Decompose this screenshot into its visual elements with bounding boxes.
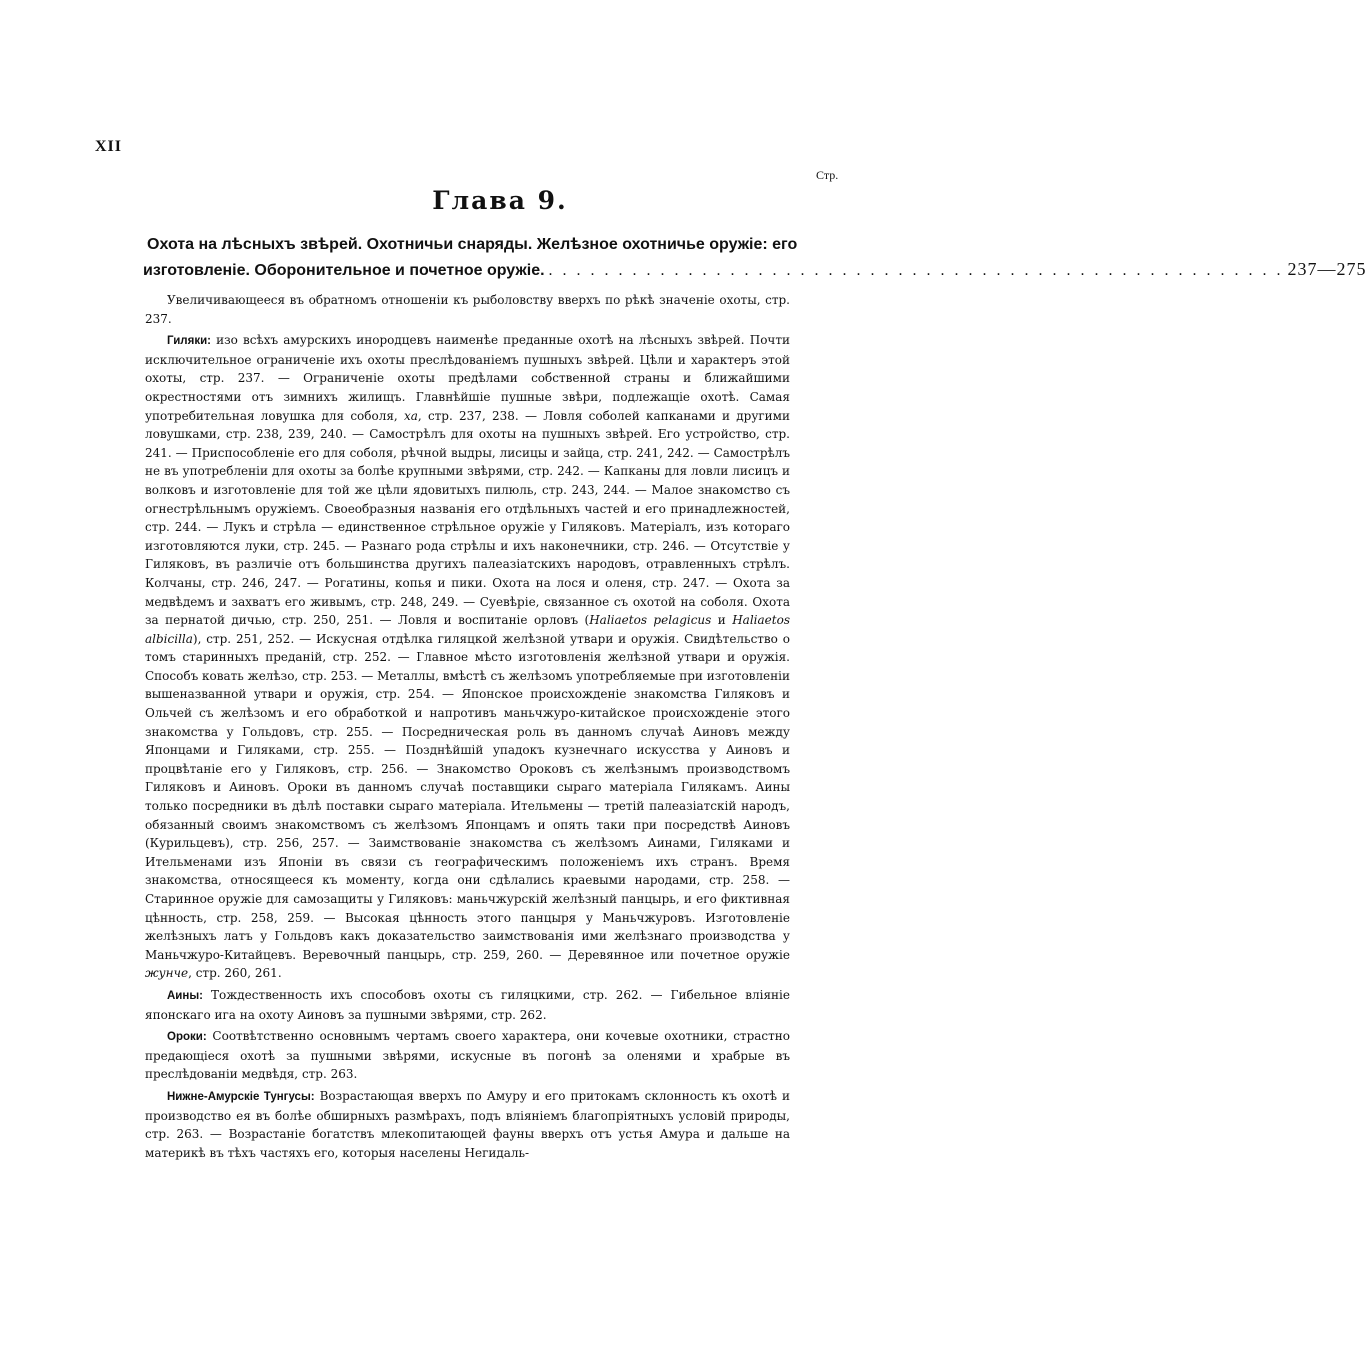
ainy-paragraph — [145, 986, 790, 1024]
giliaki-label: Гиляки: — [167, 335, 211, 348]
giliaki-paragraph — [145, 331, 790, 983]
tungusy-text: Возрастающая вверхъ по Амуру и его притокамъ склонность къ охотѣ и производство ея въ болѣе обширныхъ размѣрахъ, подъ вліяніемъ благопріятныхъ условій природы, стр. 263. — Возрастаніе богатствъ млекопитающей фауны вверхъ отъ устья Амура и дальше на материкѣ въ тѣхъ частяхъ его, которыя населены Негидаль- — [145, 1088, 790, 1160]
tungusy-label: Нижне-Амурскіе Тунгусы: — [167, 1090, 315, 1103]
oroki-paragraph — [145, 1027, 790, 1084]
oroki-text: Соотвѣтственно основнымъ чертамъ своего характера, они кочевые охотники, страстно предающіеся охотѣ за пушными звѣрями, искусные въ погонѣ за оленями и храбрые въ преслѣдованіи медвѣдя, стр. 263. — [145, 1029, 790, 1082]
ainy-text: Тождественность ихъ способовъ охоты съ гиляцкими, стр. 262. — Гибельное вліяніе японскаго ига на охоту Аиновъ за пушными звѣрями, стр. 262. — [145, 987, 790, 1022]
chapter-heading-line2-row — [143, 257, 1367, 283]
giliaki-italic-xa: ха — [403, 408, 418, 423]
chapter-summary — [145, 291, 790, 1165]
chapter-page-range: 237—275 — [1287, 259, 1367, 279]
intro-paragraph: Увеличивающееся въ обратномъ отношеніи къ рыболовству вверхъ по рѣкѣ значеніе охоты, стр. 237. — [145, 293, 790, 326]
tungusy-paragraph — [145, 1087, 790, 1162]
oroki-label: Ороки: — [167, 1031, 207, 1044]
giliaki-latin-1: Haliaetos pelagicus — [589, 613, 712, 628]
page-column-label: Стр. — [816, 168, 839, 182]
giliaki-latin-2: Haliaetos albicilla — [145, 613, 790, 646]
chapter-heading — [143, 233, 1367, 283]
chapter-title: Глава 9. — [432, 186, 568, 215]
giliaki-text-c: и — [711, 613, 733, 628]
giliaki-text-e: , стр. 260, 261. — [188, 966, 282, 981]
giliaki-text-a: изо всѣхъ амурскихъ инородцевъ наименѣе преданные охотѣ на лѣсныхъ звѣрей. Почти исключительное ограниченіе ихъ охоты преслѣдованіемъ пушныхъ звѣрей. Цѣли и характеръ этой охоты, стр. 237. — Ограниченіе охоты предѣлами собственной страны и ближайшими окрестностями отъ зимнихъ жилищъ. Главнѣйшіе пушные звѣри, подлежащіе охотѣ. Самая употребительная ловушка для соболя, — [145, 333, 790, 423]
chapter-heading-line2: изготовленіе. Оборонительное и почетное оружіе. — [143, 262, 545, 279]
giliaki-italic-word: жунче — [145, 966, 189, 981]
chapter-heading-line1: Охота на лѣсныхъ звѣрей. Охотничьи снаряды. Желѣзное охотничье оружіе: его — [147, 236, 798, 253]
leader-dots: . . . . . . . . . . . . . . . . . . . . . . . . . . . . . . . . . . . . . . . . . . . . . . . . . . . . . — [548, 262, 1284, 279]
ainy-label: Аины: — [167, 989, 203, 1002]
page-number: XII — [95, 138, 123, 155]
giliaki-text-d: ), стр. 251, 252. — Искусная отдѣлка гиляцкой желѣзной утвари и оружія. Свидѣтельство о томъ старинныхъ преданій, стр. 252. — Главное мѣсто изготовленія желѣзной утвари и оружія. Способъ ковать желѣзо, стр. 253. — Металлы, вмѣстѣ съ желѣзомъ употребляемые при изготовленіи вышеназванной утвари и оружія, стр. 254. — Японское происхожденіе знакомства Гиляковъ и Ольчей съ желѣзомъ и его обработкой и напротивъ маньчжуро-китайское происхожденіе этого знакомства у Гольдовъ, стр. 255. — Посредническая роль въ данномъ случаѣ Аиновъ между Японцами и Гиляками, стр. 255. — Позднѣйшій упадокъ кузнечнаго искусства у Аиновъ и процвѣтаніе его у Гиляковъ, стр. 256. — Знакомство Ороковъ съ желѣзнымъ производствомъ Гиляковъ и Аиновъ. Ороки въ данномъ случаѣ поставщики сыраго матеріала Гилякамъ. Аины только посредники въ дѣлѣ поставки сыраго матеріала. Ительмены — третій палеазіатскій народъ, обязанный своимъ знакомствомъ съ желѣзомъ Японцамъ и опять таки при посредствѣ Аиновъ (Курильцевъ), стр. 256, 257. — Заимствованіе знакомства съ желѣзомъ Аинами, Гиляками и Ительменами изъ Японіи въ связи съ географическимъ положеніемъ ихъ странъ. Время знакомства, относящееся къ моменту, когда они сдѣлались краевыми народами, стр. 258. — Старинное оружіе для самозащиты у Гиляковъ: маньчжурскій желѣзный панцырь, и его фиктивная цѣнность, стр. 258, 259. — Высокая цѣнность этого панцыря у Маньчжуровъ. Изготовленіе желѣзныхъ латъ у Гольдовъ какъ доказательство заимствованія ими желѣзнаго производства у Маньчжуро-Китайцевъ. Веревочный панцырь, стр. 259, 260. — Деревянное или почетное оружіе — [145, 631, 790, 962]
giliaki-text-b: , стр. 237, 238. — Ловля соболей капканами и другими ловушками, стр. 238, 239, 240. — Самострѣлъ для охоты на пушныхъ звѣрей. Его устройство, стр. 241. — Приспособленіе его для соболя, рѣчной выдры, лисицы и зайца, стр. 241, 242. — Самострѣлъ не въ употребленіи для охоты за болѣе крупными звѣрями, стр. 242. — Капканы для ловли лисицъ и волковъ и изготовленіе для той же цѣли ядовитыхъ пилюль, стр. 243, 244. — Малое знакомство съ огнестрѣльнымъ оружіемъ. Своеобразныя названія его отдѣльныхъ частей и его принадлежностей, стр. 244. — Лукъ и стрѣла — единственное стрѣльное оружіе у Гиляковъ. Матеріалъ, изъ котораго изготовляются луки, стр. 245. — Разнаго рода стрѣлы и ихъ наконечники, стр. 246. — Отсутствіе у Гиляковъ, въ различіе отъ большинства другихъ палеазіатскихъ народовъ, отравленныхъ стрѣлъ. Колчаны, стр. 246, 247. — Рогатины, копья и пики. Охота на лося и оленя, стр. 247. — Охота за медвѣдемъ и захватъ его живымъ, стр. 248, 249. — Суевѣріе, связанное съ охотой на соболя. Охота за пернатой дичью, стр. 250, 251. — Ловля и воспитаніе орловъ ( — [145, 408, 790, 628]
